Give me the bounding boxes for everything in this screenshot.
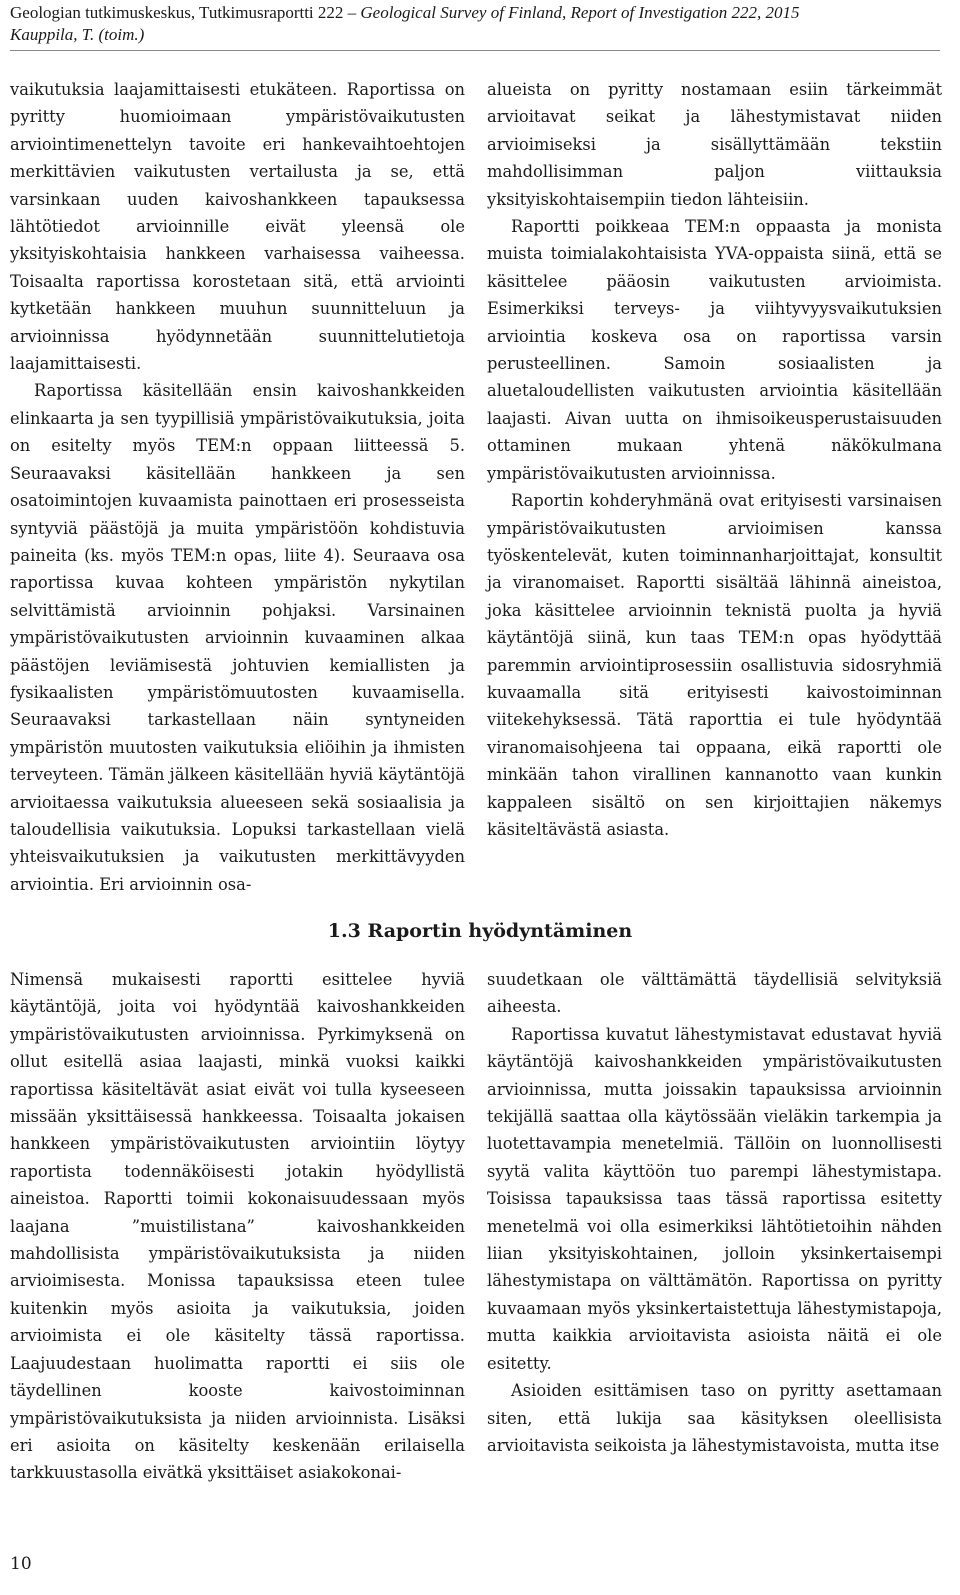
text-column-top-left: [10, 76, 465, 898]
paragraph: Raportti poikkeaa TEM:n oppaasta ja monista muista toimialakohtaisista YVA-oppaista siinä, että se käsittelee pääosin vaikutusten arvioimista. Esimerkiksi terveys- ja viihtyvyysvaikutuksien arviointia koskeva osa on raportissa varsin perusteellinen. Samoin sosiaalisten ja aluetaloudellisten vaikutusten arviointia käsitellään laajasti. Aivan uutta on ihmisoikeusperustaisuuden ottaminen mukaan yhtenä näkökulmana ympäristövaikutusten arvioinnissa.: [487, 217, 942, 483]
text-column-bottom-left: [10, 966, 465, 1487]
paragraph: Nimensä mukaisesti raportti esittelee hyviä käytäntöjä, joita voi hyödyntää kaivoshankkeiden ympäristövaikutusten arvioinnissa. Pyrkimyksenä on ollut esitellä asiaa laajasti, minkä vuoksi kaikki raportissa käsiteltävät asiat eivät voi tulla kyseeseen missään yksittäisessä hankkeessa. Toisaalta jokaisen hankkeen ympäristövaikutusten arviointiin löytyy raportista todennäköisesti jotakin hyödyllistä aineistoa. Raportti toimii kokonaisuudessaan myös laajana ”muistilistana” kaivoshankkeiden mahdollisista ympäristövaikutuksista ja niiden arvioimisesta. Monissa tapauksissa eteen tulee kuitenkin myös asioita ja vaikutuksia, joiden arvioimista ei ole käsitelty tässä raportissa. Laajuudestaan huolimatta raportti ei siis ole täydellinen kooste kaivostoiminnan ympäristövaikutuksista ja niiden arvioinnista. Lisäksi eri asioita on käsitelty keskenään erilaisella tarkkuustasolla eivätkä yksittäiset asiakokonai-: [10, 970, 465, 1483]
header-line-1: [10, 2, 940, 24]
paragraph: alueista on pyritty nostamaan esiin tärkeimmät arvioitavat seikat ja lähestymistavat niiden arvioimiseksi ja sisällyttämään tekstiin mahdollisimman paljon viittauksia yksityiskohtaisempiin tiedon lähteisiin.: [487, 80, 942, 209]
paragraph: Asioiden esittämisen taso on pyritty asettamaan siten, että lukija saa käsityksen oleellisista arvioitavista seikoista ja lähestymistavoista, mutta itse: [487, 1381, 942, 1455]
header-series-en: Geological Survey of Finland, Report of Investigation 222, 2015: [360, 3, 800, 22]
text-column-bottom-right: [487, 966, 942, 1459]
running-header: [10, 2, 940, 46]
page-number: 10: [10, 1554, 32, 1574]
header-editor: Kauppila, T. (toim.): [10, 25, 145, 44]
paragraph: suudetkaan ole välttämättä täydellisiä selvityksiä aiheesta.: [487, 970, 942, 1017]
paragraph: Raportin kohderyhmänä ovat erityisesti varsinaisen ympäristövaikutusten arvioimisen kanssa työskentelevät, kuten toiminnanharjoittajat, konsultit ja viranomaiset. Raportti sisältää lähinnä aineistoa, joka käsittelee arvioinnin teknistä puolta ja hyviä käytäntöjä siinä, kun taas TEM:n opas hyödyttää paremmin arviointiprosessiin osallistuvia sidosryhmiä kuvaamalla sitä erityisesti kaivostoiminnan viitekehyksessä. Tätä raporttia ei tule hyödyntää viranomaisohjeena tai oppaana, eikä raportti ole minkään tahon virallinen kannanotto vaan kunkin kappaleen sisältö on sen kirjoittajien näkemys käsiteltävästä asiasta.: [487, 491, 942, 839]
header-rule: [10, 50, 940, 51]
section-heading: 1.3 Raportin hyödyntäminen: [327, 920, 633, 942]
paragraph: Raportissa käsitellään ensin kaivoshankkeiden elinkaarta ja sen tyypillisiä ympäristövaikutuksia, joita on esitelty myös TEM:n oppaan liitteessä 5. Seuraavaksi käsitellään hankkeen ja sen osatoimintojen kuvaamista painottaen eri prosesseista syntyviä päästöjä ja muita ympäristöön kohdistuvia paineita (ks. myös TEM:n opas, liite 4). Seuraava osa raportissa kuvaa kohteen ympäristön nykytilan selvittämistä arvioinnin pohjaksi. Varsinainen ympäristövaikutusten arvioinnin kuvaaminen alkaa päästöjen leviämisestä johtuvien kemiallisten ja fysikaalisten ympäristömuutosten kuvaamisella. Seuraavaksi tarkastellaan näin syntyneiden ympäristön muutosten vaikutuksia eliöihin ja ihmisten terveyteen. Tämän jälkeen käsitellään hyviä käytäntöjä arvioitaessa vaikutuksia alueeseen sekä sosiaalisia ja taloudellisia vaikutuksia. Lopuksi tarkastellaan vielä yhteisvaikutuksien ja vaikutusten merkittävyyden arviointia. Eri arvioinnin osa-: [10, 381, 465, 894]
paragraph: vaikutuksia laajamittaisesti etukäteen. Raportissa on pyritty huomioimaan ympäristövaikutusten arviointimenettelyn tavoite eri hankevaihtoehtojen merkittävien vaikutusten vertailusta ja se, että varsinkaan uuden kaivoshankkeen tapauksessa lähtötiedot arvioinnille eivät yleensä ole yksityiskohtaisia hankkeen varhaisessa vaiheessa. Toisaalta raportissa korostetaan sitä, että arviointi kytketään hankkeen muuhun suunnitteluun ja arvioinnissa hyödynnetään suunnittelutietoja laajamittaisesti.: [10, 80, 465, 374]
header-series-fi: Geologian tutkimuskeskus, Tutkimusraportti 222 –: [10, 3, 361, 22]
text-column-top-right: [487, 76, 942, 843]
paragraph: Raportissa kuvatut lähestymistavat edustavat hyviä käytäntöjä kaivoshankkeiden ympäristövaikutusten arvioinnissa, mutta joissakin tapauksissa arvioinnin tekijällä saattaa olla käytössään vieläkin tarkempia ja luotettavampia menetelmiä. Tällöin on luonnollisesti syytä valita käyttöön tuo parempi lähestymistapa. Toisissa tapauksissa taas tässä raportissa esitetty menetelmä voi olla esimerkiksi lähtötietoihin nähden liian yksityiskohtainen, jolloin yksinkertaisempi lähestymistapa on välttämätön. Raportissa on pyritty kuvaamaan myös yksinkertaistettuja lähestymistapoja, mutta kaikkia arvioitavista asioista näitä ei ole esitetty.: [487, 1024, 942, 1373]
